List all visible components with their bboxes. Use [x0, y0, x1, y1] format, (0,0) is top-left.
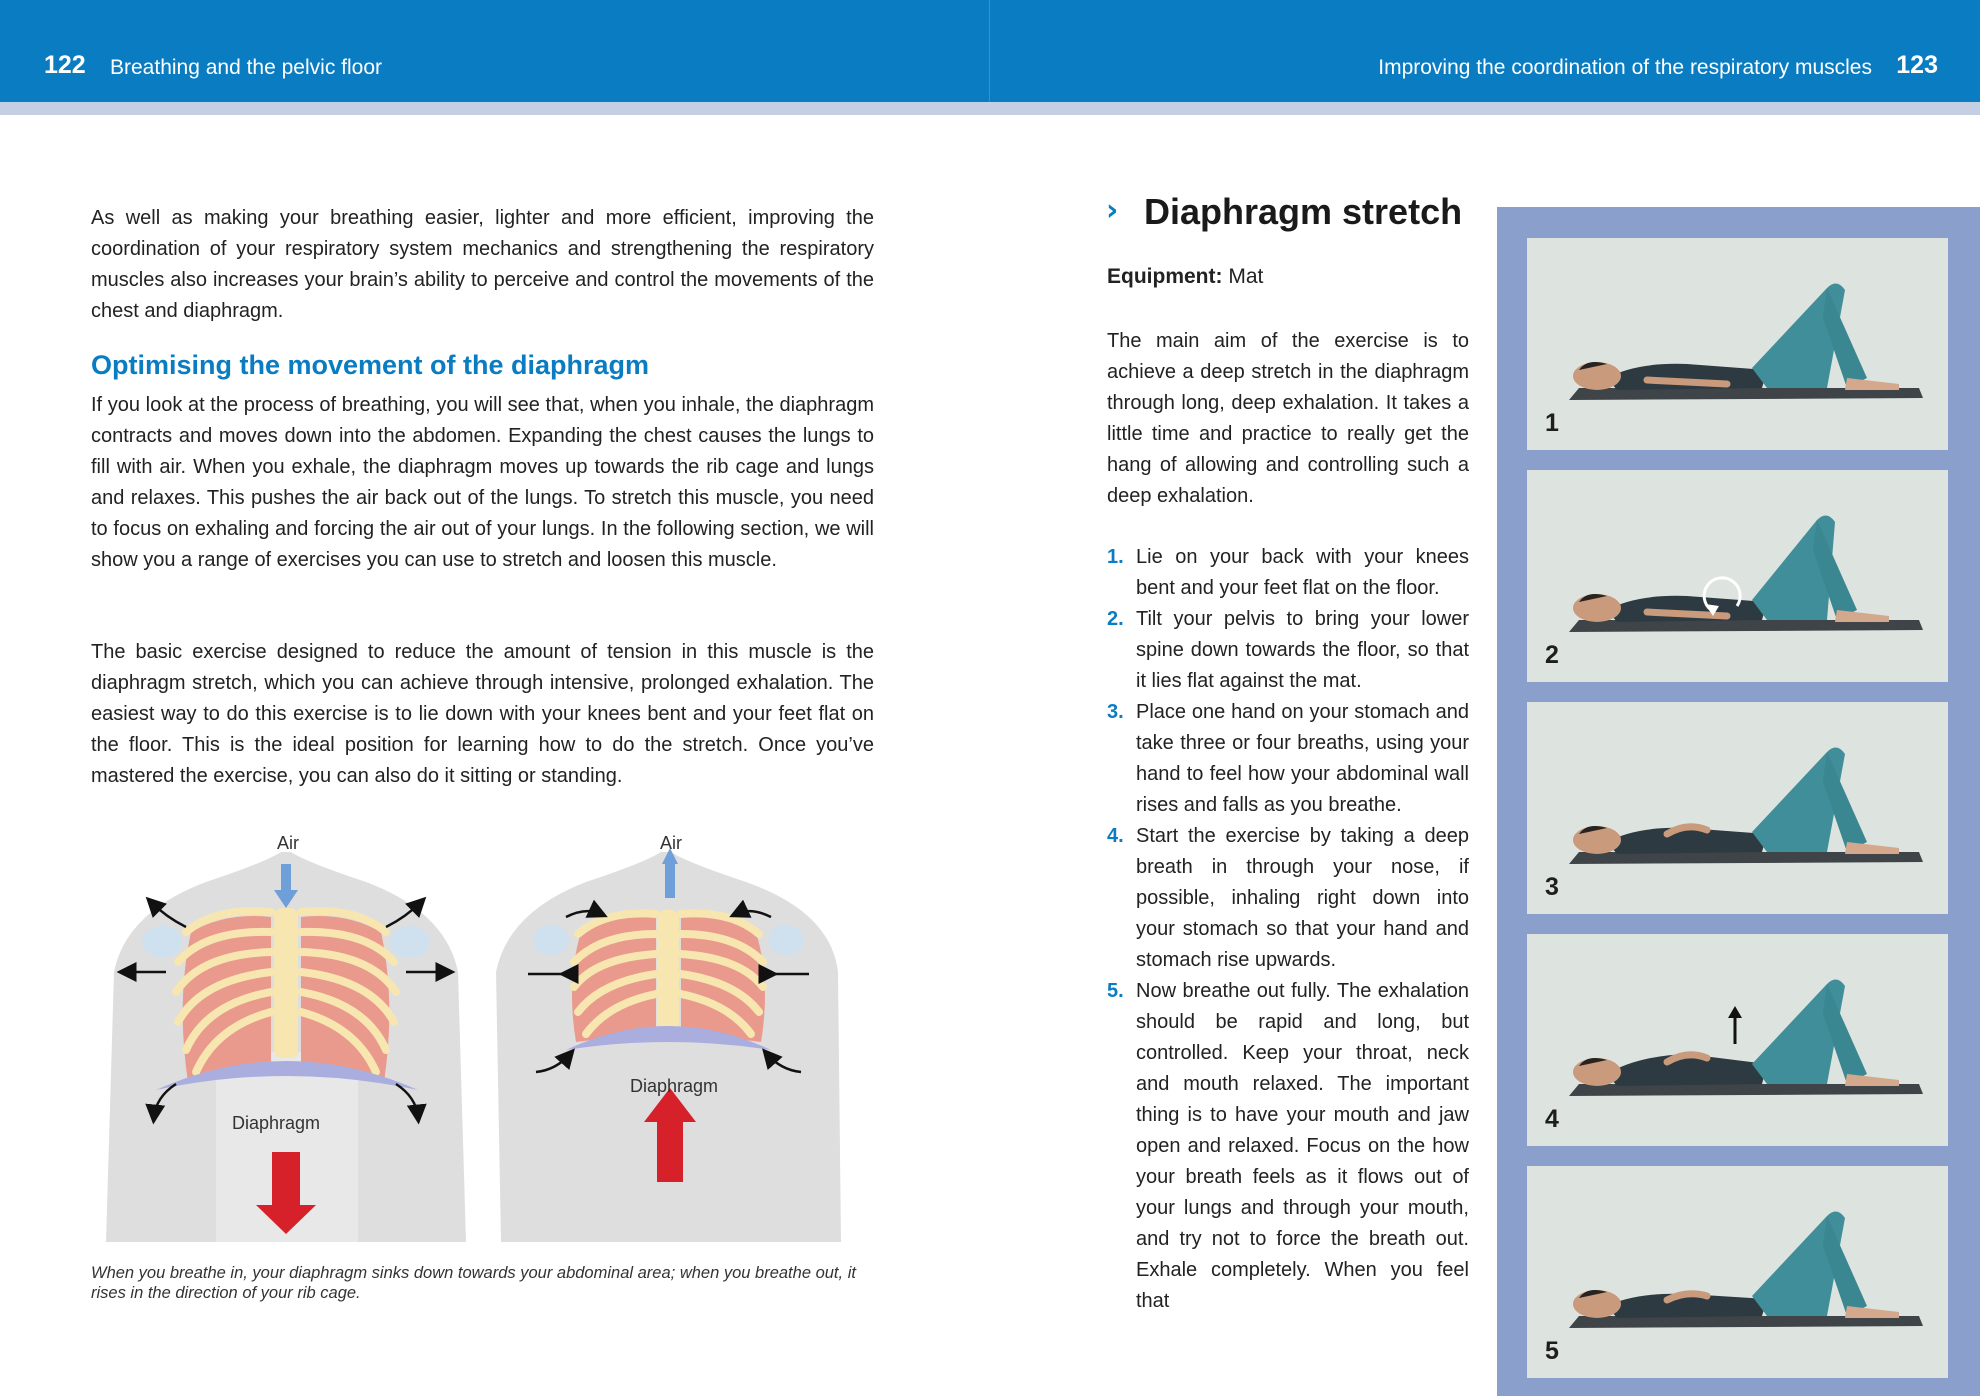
exercise-title: Diaphragm stretch — [1144, 191, 1463, 232]
step-text: Now breathe out fully. The exhalation should be rapid and long, but controlled. Keep your throat, neck and mouth relaxed. The important thing is to have your mouth and jaw open and relaxed. Focus on the how your breath feels as it flows out of your lungs and through your mouth, and try not to force the breath out. Exhale completely. When you feel that — [1136, 980, 1469, 1312]
exhale-diaphragm-label: Diaphragm — [630, 1076, 719, 1096]
photo-number: 2 — [1545, 641, 1559, 669]
exercise-step — [1107, 604, 1469, 697]
photo-number: 1 — [1545, 409, 1559, 437]
exercise-step — [1107, 821, 1469, 976]
step-text: Lie on your back with your knees bent and your feet flat on the floor. — [1136, 546, 1469, 599]
photo-number: 3 — [1545, 873, 1559, 901]
equipment-label: Equipment: — [1107, 265, 1223, 288]
inhale-torso — [106, 852, 466, 1242]
woman-on-mat-image — [1527, 470, 1948, 682]
section-heading: Optimising the movement of the diaphragm — [91, 350, 650, 380]
header-accent-strip — [0, 102, 1980, 115]
right-running-title: Improving the coordination of the respiratory muscles — [1378, 56, 1872, 79]
step-number: 2. — [1107, 608, 1124, 630]
exercise-photo-5 — [1527, 1166, 1948, 1378]
exhale-torso — [496, 848, 841, 1242]
right-page-number: 123 — [1896, 51, 1938, 79]
step-number: 4. — [1107, 825, 1124, 847]
step-number: 1. — [1107, 546, 1124, 568]
photo-number: 4 — [1545, 1105, 1559, 1133]
body-paragraph-2: The basic exercise designed to reduce the amount of tension in this muscle is the diaphragm stretch, which you can achieve through intensive, prolonged exhalation. The easiest way to do this exercise is to lie down with your knees bent and your feet flat on the floor. This is the ideal position for learning how to do the stretch. Once you’ve mastered the exercise, you can also do it sitting or standing. — [91, 641, 874, 787]
figure-caption: When you breathe in, your diaphragm sinks down towards your abdominal area; when you breathe out, it rises in the direction of your rib cage. — [91, 1264, 856, 1302]
woman-on-mat-image — [1527, 702, 1948, 914]
inhale-diaphragm-label: Diaphragm — [232, 1113, 321, 1133]
book-spine — [989, 0, 990, 102]
page-header — [0, 0, 1980, 102]
exercise-photo-2 — [1527, 470, 1948, 682]
step-number: 5. — [1107, 980, 1124, 1002]
exercise-intro: The main aim of the exercise is to achieve a deep stretch in the diaphragm through long, deep exhalation. It takes a little time and practice to really get the hang of allowing and controlling such a deep exhalation. — [1107, 330, 1469, 507]
woman-on-mat-image — [1527, 238, 1948, 450]
exercise-step — [1107, 976, 1469, 1317]
exercise-step — [1107, 697, 1469, 821]
exercise-step — [1107, 542, 1469, 604]
intro-paragraph: As well as making your breathing easier, lighter and more efficient, improving the coordination of your respiratory system mechanics and strengthening the respiratory muscles also increases your brain’s ability to perceive and control the movements of the chest and diaphragm. — [91, 207, 874, 322]
left-running-title: Breathing and the pelvic floor — [110, 56, 383, 79]
equipment-line — [1107, 265, 1263, 289]
photo-number: 5 — [1545, 1337, 1559, 1365]
exercise-steps — [1107, 542, 1469, 1317]
step-text: Place one hand on your stomach and take three or four breaths, using your hand to feel how your abdominal wall rises and falls as you breathe. — [1136, 701, 1469, 816]
exercise-photo-3 — [1527, 702, 1948, 914]
woman-on-mat-image — [1527, 934, 1948, 1146]
inhale-air-label: Air — [277, 833, 299, 853]
breathing-diagram — [96, 822, 876, 1252]
body-paragraph-1: If you look at the process of breathing, you will see that, when you inhale, the diaphragm contracts and moves down into the abdomen. Expanding the chest causes the lungs to fill with air. When you exhale, the diaphragm moves up towards the rib cage and lungs and relaxes. This pushes the air back out of the lungs. To stretch this muscle, you need to focus on exhaling and forcing the air out of your lungs. In the following section, we will show you a range of exercises you can use to stretch and loosen this muscle. — [91, 394, 874, 571]
step-text: Tilt your pelvis to bring your lower spine down towards the floor, so that it lies flat against the mat. — [1136, 608, 1469, 692]
chevron-right-icon: › — [1106, 193, 1119, 228]
exercise-photo-1 — [1527, 238, 1948, 450]
exhale-air-label: Air — [660, 833, 682, 853]
equipment-value: Mat — [1228, 265, 1264, 288]
step-number: 3. — [1107, 701, 1124, 723]
woman-on-mat-image — [1527, 1166, 1948, 1378]
left-page-number: 122 — [44, 51, 86, 79]
exercise-photo-4 — [1527, 934, 1948, 1146]
step-text: Start the exercise by taking a deep breath in through your nose, if possible, inhaling right down into your stomach so that your hand and stomach rise upwards. — [1136, 825, 1469, 971]
